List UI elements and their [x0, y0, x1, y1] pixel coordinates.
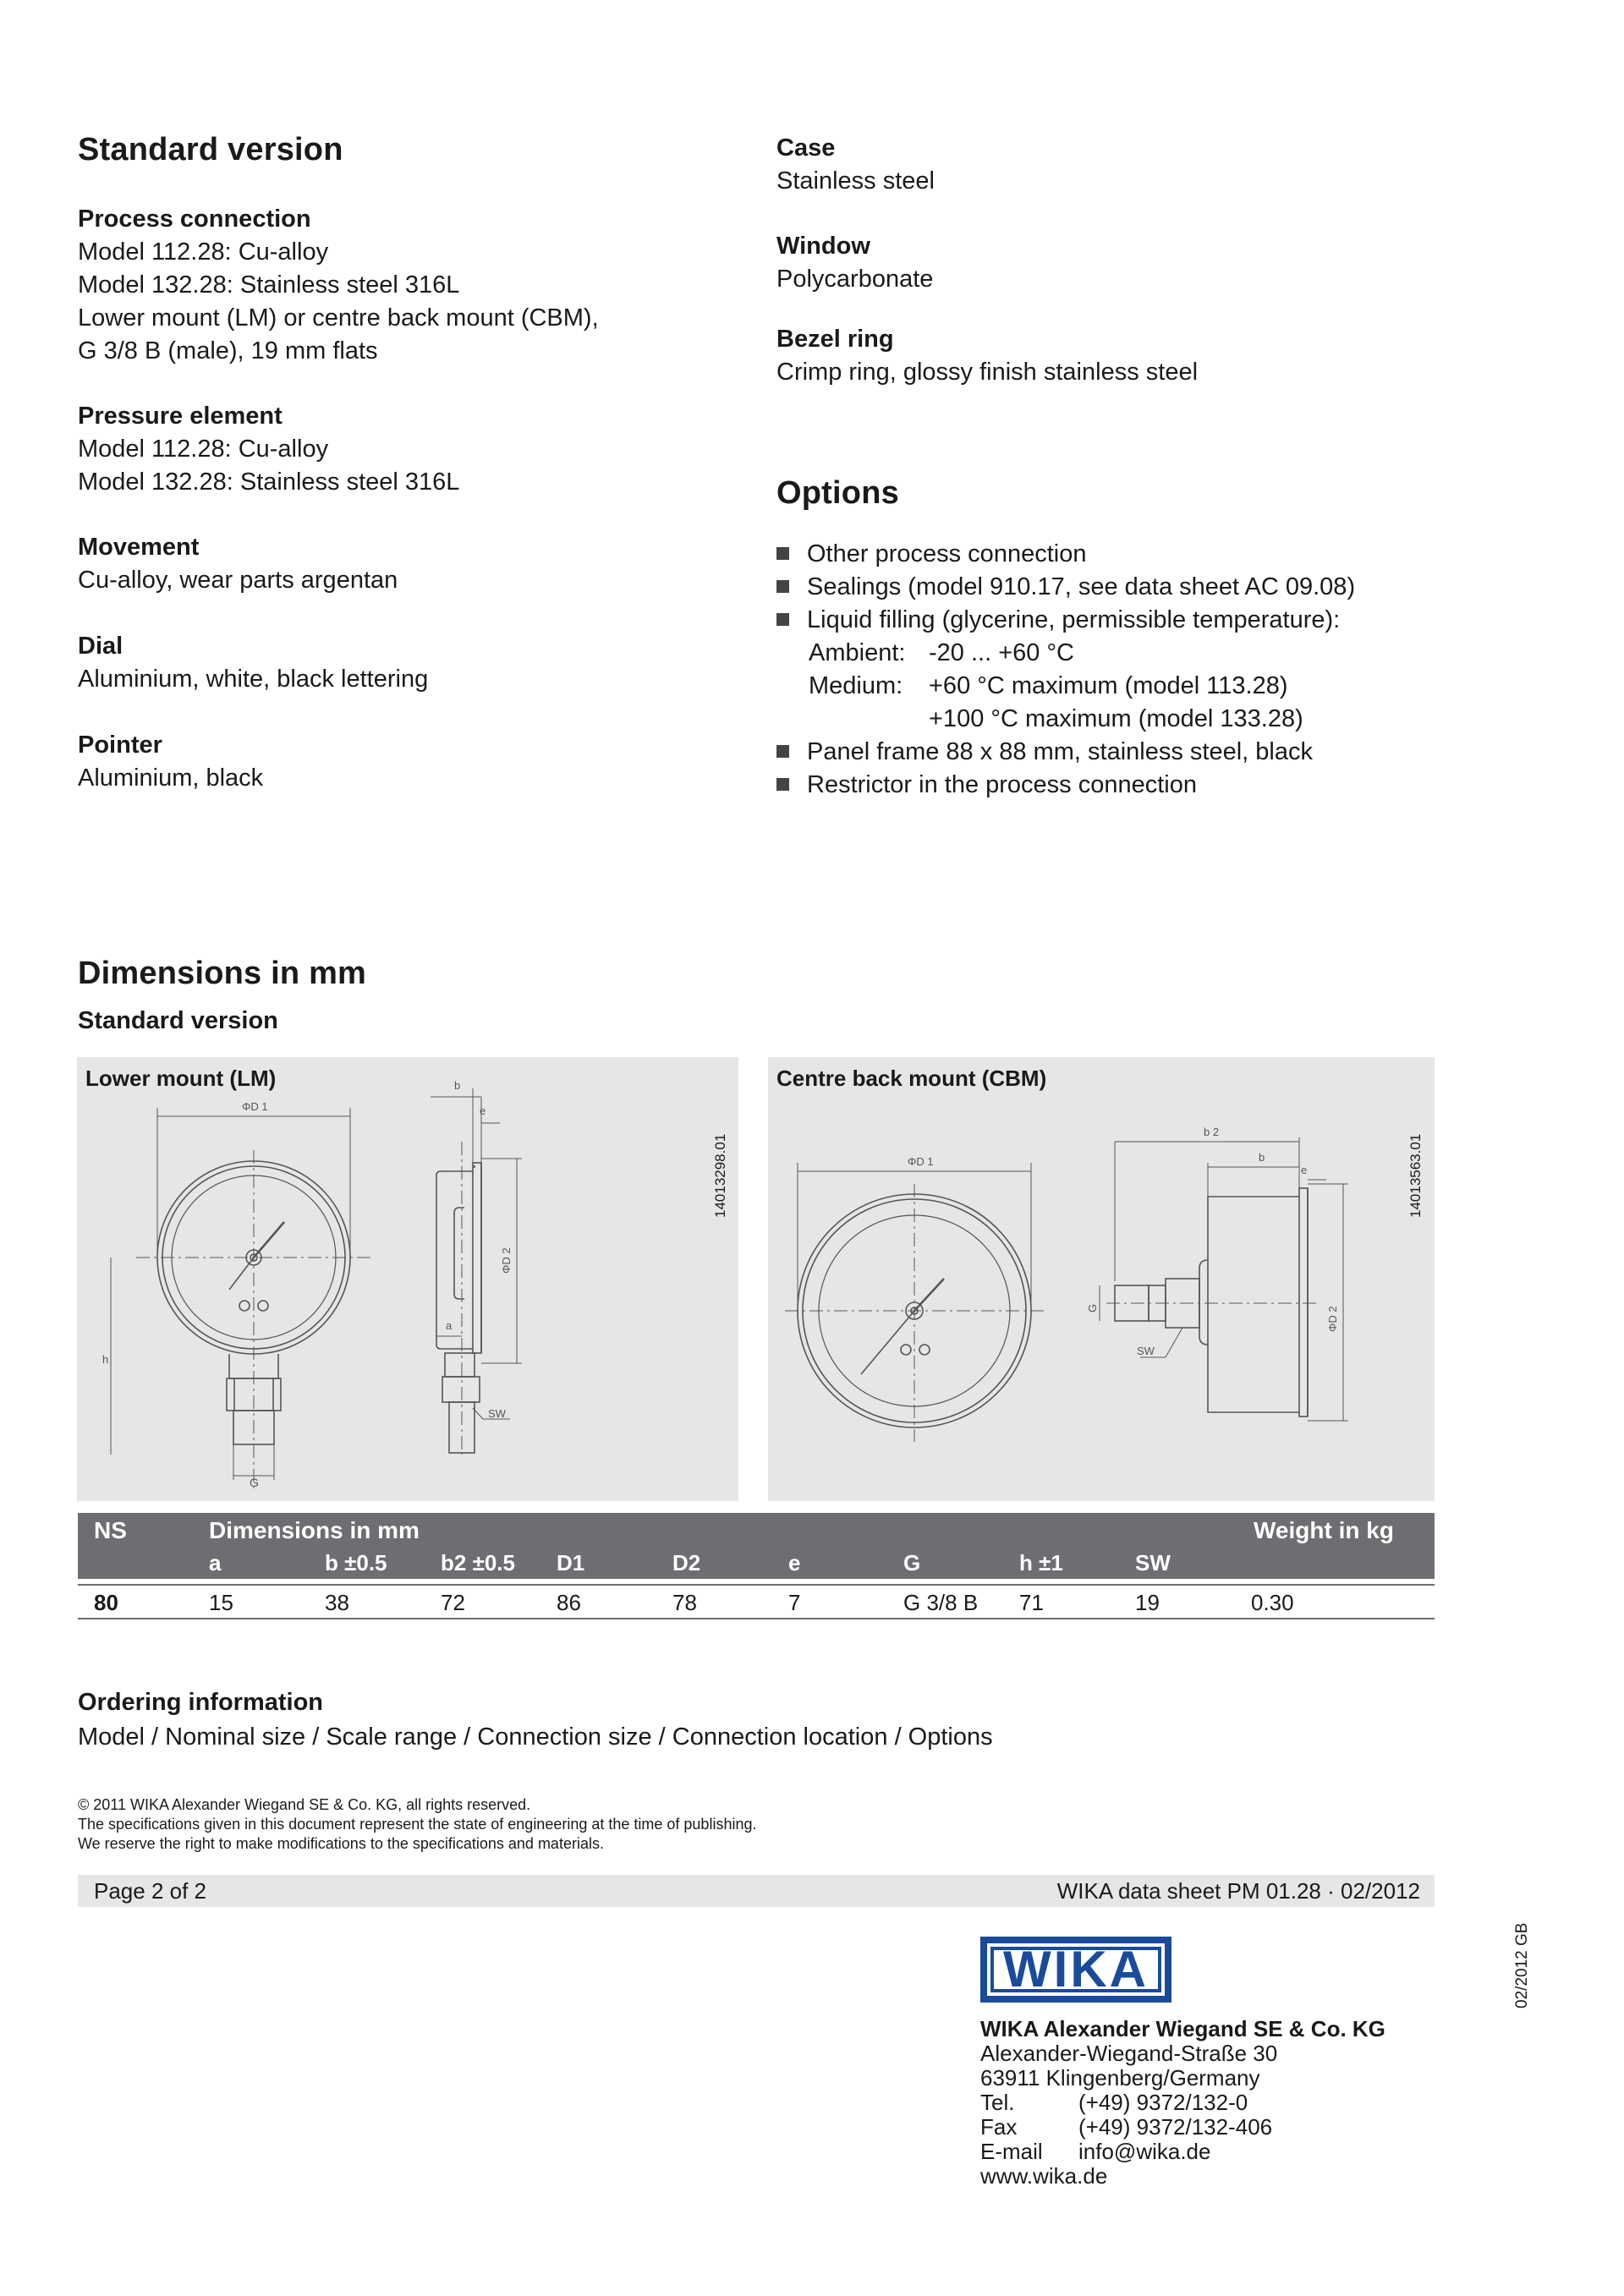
data-sheet-id: WIKA data sheet PM 01.28 · 02/2012: [1056, 1878, 1420, 1904]
legal-line: We reserve the right to make modifications to the specifications and materials.: [78, 1835, 604, 1852]
panel-title: Centre back mount (CBM): [776, 1066, 1047, 1091]
options-heading: Options: [776, 475, 899, 511]
email-value[interactable]: info@wika.de: [1078, 2139, 1211, 2164]
table-cell: 86: [557, 1590, 581, 1615]
spec-title: Pressure element: [78, 403, 283, 430]
svg-text:SW: SW: [1137, 1345, 1155, 1357]
spec-pointer: [78, 729, 263, 795]
svg-text:b 2: b 2: [1204, 1126, 1220, 1138]
table-header-row-1: [78, 1513, 1435, 1547]
spec-title: Pointer: [78, 732, 162, 759]
weight-header: Weight in kg: [1254, 1517, 1394, 1543]
list-item: Sealings (model 910.17, see data sheet AC 09.08): [776, 571, 1419, 604]
spec-window: [776, 230, 933, 296]
logo-text: WIKA: [1003, 1941, 1149, 1997]
company-name: WIKA Alexander Wiegand SE & Co. KG: [980, 2016, 1385, 2041]
col-sw: SW: [1135, 1550, 1171, 1575]
standard-version-heading: Standard version: [78, 132, 343, 167]
spec-process-connection: [78, 203, 599, 368]
svg-text:e: e: [1301, 1164, 1308, 1176]
table-header-row-2: [78, 1547, 1435, 1579]
spec-title: Process connection: [78, 205, 311, 233]
col-b: b ±0.5: [325, 1550, 387, 1575]
company-address: [980, 2017, 1385, 2189]
table-cell: 72: [441, 1590, 465, 1615]
svg-text:b: b: [454, 1079, 461, 1092]
company-city: 63911 Klingenberg/Germany: [980, 2065, 1260, 2091]
svg-text:ΦD 2: ΦD 2: [1326, 1306, 1339, 1332]
table-cell: 80: [94, 1590, 118, 1615]
legal-notice: [78, 1795, 756, 1854]
centre-back-mount-drawing-panel: [768, 1057, 1435, 1501]
col-e: e: [788, 1550, 801, 1575]
dimensions-heading: Dimensions in mm: [78, 956, 367, 991]
dimensions-header: Dimensions in mm: [209, 1517, 420, 1543]
svg-text:a: a: [446, 1319, 453, 1332]
spec-line: Stainless steel: [776, 167, 935, 195]
spec-line: Model 112.28: Cu-alloy: [78, 436, 329, 463]
ambient-value: -20 ... +60 °C: [929, 639, 1074, 666]
table-cell: 7: [788, 1590, 801, 1615]
svg-text:h: h: [102, 1353, 109, 1366]
spec-title: Dial: [78, 633, 123, 660]
filling-medium-2: [776, 703, 1419, 736]
list-item: Restrictor in the process connection: [776, 769, 1419, 802]
legal-line: The specifications given in this document represent the state of engineering at the time of publishing.: [78, 1816, 757, 1833]
company-street: Alexander-Wiegand-Straße 30: [980, 2041, 1278, 2066]
drawing-code: 14013563.01: [1407, 1133, 1424, 1218]
ordering-text: Model / Nominal size / Scale range / Connection size / Connection location / Options: [78, 1723, 993, 1751]
spec-line: Aluminium, white, black lettering: [78, 666, 429, 693]
svg-text:ΦD 2: ΦD 2: [500, 1247, 513, 1274]
spec-line: G 3/8 B (male), 19 mm flats: [78, 337, 378, 364]
spec-bezel-ring: [776, 323, 1198, 389]
filling-ambient: [776, 637, 1419, 670]
col-d2: D2: [672, 1550, 701, 1575]
spec-title: Movement: [78, 534, 200, 561]
lower-mount-drawing-panel: [77, 1057, 738, 1501]
spec-title: Window: [776, 233, 870, 260]
bullet-icon: [776, 745, 789, 758]
table-cell: 15: [209, 1590, 233, 1615]
svg-text:G: G: [1086, 1303, 1099, 1312]
legal-line: © 2011 WIKA Alexander Wiegand SE & Co. KG, all rights reserved.: [78, 1796, 531, 1813]
spec-movement: [78, 531, 398, 597]
fax-value: (+49) 9372/132-406: [1078, 2114, 1273, 2140]
list-item: Liquid filling (glycerine, permissible temperature):: [776, 604, 1419, 637]
side-code: 02/2012 GB: [1513, 1922, 1531, 2008]
spec-pressure-element: [78, 400, 459, 499]
table-cell: 19: [1135, 1590, 1160, 1615]
table-cell: 71: [1019, 1590, 1044, 1615]
table-cell: 78: [672, 1590, 697, 1615]
bullet-icon: [776, 580, 789, 593]
fax-label: Fax: [980, 2114, 1018, 2140]
spec-title: Case: [776, 134, 836, 162]
bullet-icon: [776, 613, 789, 626]
spec-line: Cu-alloy, wear parts argentan: [78, 567, 398, 594]
filling-medium: [776, 670, 1419, 703]
spec-case: [776, 132, 935, 198]
spec-line: Aluminium, black: [78, 764, 264, 792]
spec-line: Model 132.28: Stainless steel 316L: [78, 271, 460, 299]
spec-title: Bezel ring: [776, 326, 894, 353]
list-item: Panel frame 88 x 88 mm, stainless steel, black: [776, 736, 1419, 769]
website-link[interactable]: www.wika.de: [980, 2163, 1108, 2189]
col-g: G: [903, 1550, 921, 1575]
spec-line: Model 132.28: Stainless steel 316L: [78, 469, 460, 496]
col-a: a: [209, 1550, 222, 1575]
svg-text:b: b: [1259, 1151, 1265, 1164]
email-label: E-mail: [980, 2139, 1043, 2164]
panel-title: Lower mount (LM): [85, 1066, 277, 1091]
ambient-label: Ambient:: [809, 639, 906, 666]
options-list: [776, 538, 1419, 802]
drawing-code: 14013298.01: [712, 1133, 728, 1218]
svg-text:ΦD 1: ΦD 1: [908, 1155, 934, 1168]
centre-back-mount-drawing: [768, 1057, 1435, 1501]
col-b2: b2 ±0.5: [441, 1550, 515, 1575]
dimensions-subheading: Standard version: [78, 1007, 278, 1034]
col-d1: D1: [557, 1550, 585, 1575]
table-cell: 38: [325, 1590, 349, 1615]
table-row: [78, 1584, 1435, 1619]
svg-text:SW: SW: [488, 1407, 506, 1420]
wika-logo: [980, 1937, 1171, 2003]
bullet-icon: [776, 778, 789, 791]
bullet-icon: [776, 547, 789, 560]
list-item: Other process connection: [776, 538, 1419, 571]
table-cell: 0.30: [1251, 1590, 1294, 1615]
spec-line: Polycarbonate: [776, 266, 934, 293]
spec-dial: [78, 630, 428, 696]
svg-text:G: G: [250, 1476, 259, 1489]
tel-label: Tel.: [980, 2090, 1015, 2115]
ns-header: NS: [94, 1517, 127, 1543]
tel-value: (+49) 9372/132-0: [1078, 2090, 1248, 2115]
col-h: h ±1: [1019, 1550, 1063, 1575]
spec-line: Model 112.28: Cu-alloy: [78, 238, 329, 266]
ordering-title: Ordering information: [78, 1689, 323, 1716]
page-number: Page 2 of 2: [94, 1878, 206, 1904]
table-cell: G 3/8 B: [903, 1590, 979, 1615]
footer-bar: [78, 1875, 1435, 1907]
medium-value: +100 °C maximum (model 133.28): [929, 705, 1303, 732]
lower-mount-drawing: [77, 1057, 738, 1501]
spec-line: Crimp ring, glossy finish stainless steel: [776, 359, 1199, 386]
svg-text:ΦD 1: ΦD 1: [242, 1100, 268, 1113]
medium-value: +60 °C maximum (model 113.28): [929, 672, 1288, 699]
medium-label: Medium:: [809, 672, 903, 699]
spec-line: Lower mount (LM) or centre back mount (CBM),: [78, 304, 599, 332]
svg-text:e: e: [480, 1104, 486, 1117]
